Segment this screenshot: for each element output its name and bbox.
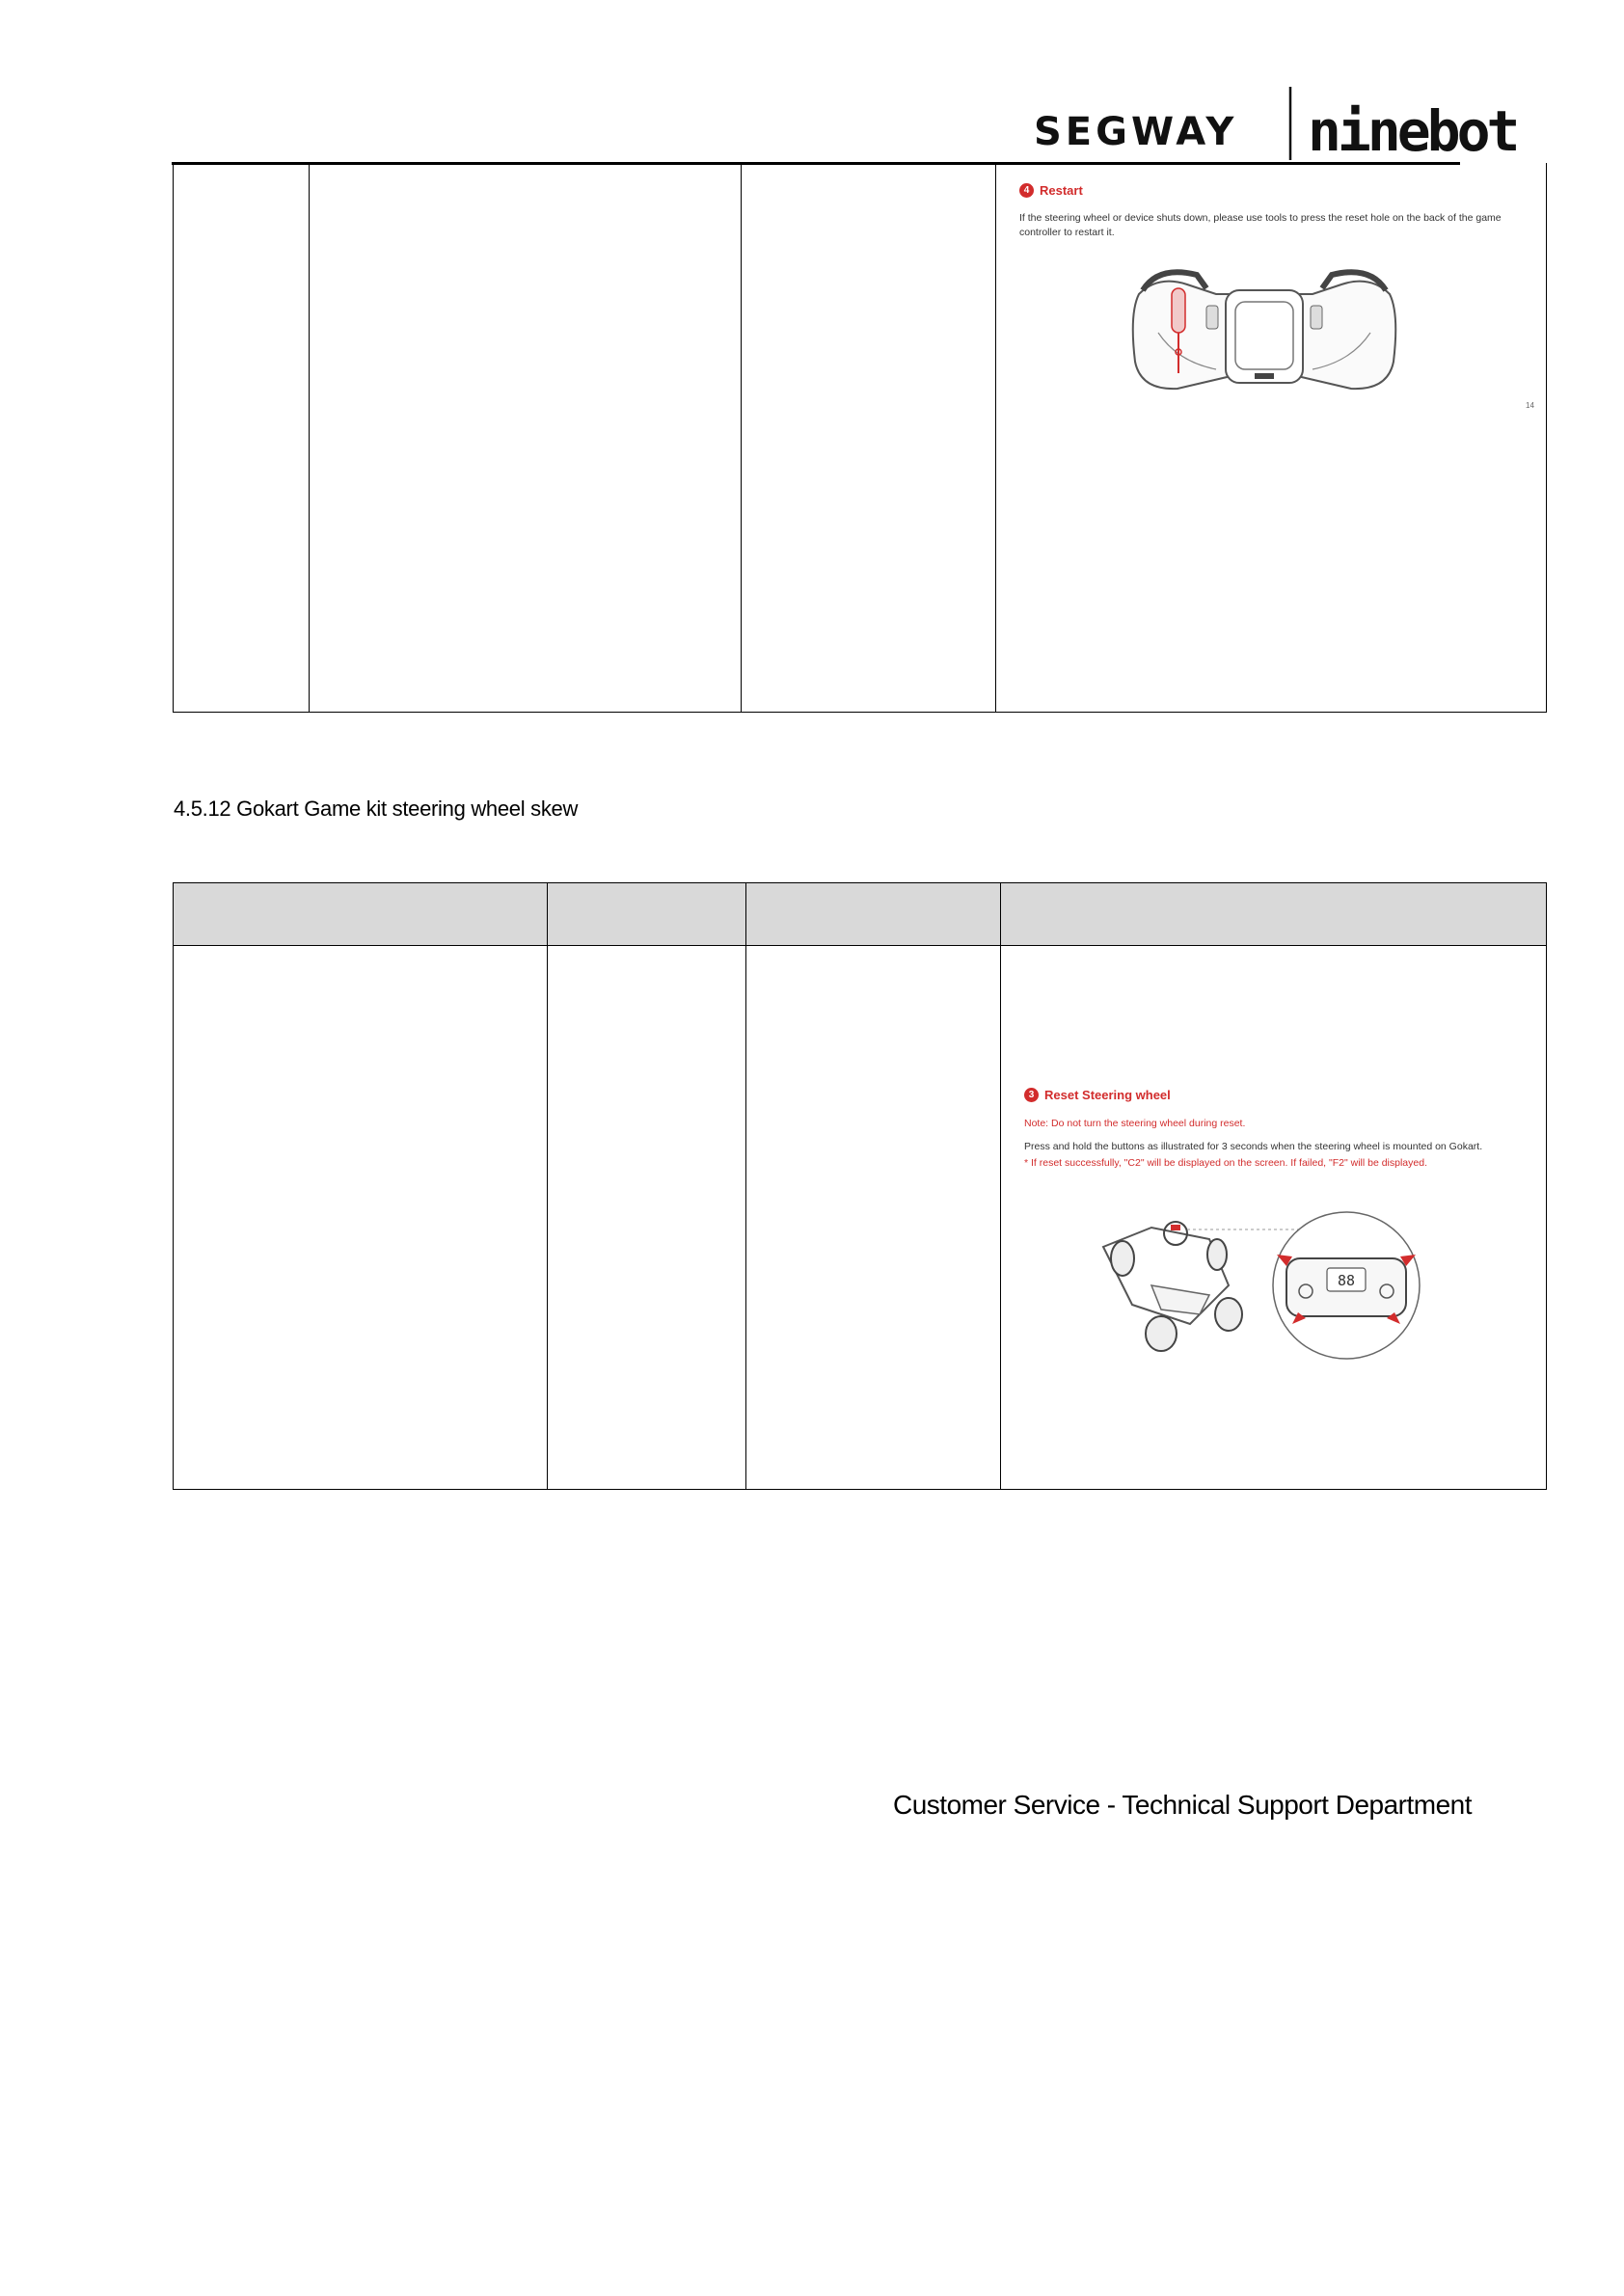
display-readout: 88	[1337, 1272, 1356, 1289]
table2-header-cell-4	[1001, 883, 1547, 946]
table2-cell-solution	[1001, 946, 1547, 1490]
table2-header-cell-2	[548, 883, 746, 946]
restart-instruction: If the steering wheel or device shuts down, please use tools to press the reset hole on the back of the game controller to restart it.	[1019, 212, 1502, 238]
table1-cell-solution	[996, 163, 1547, 713]
reset-result-note: * If reset successfully, "C2" will be displayed on the screen. If failed, "F2" will be displayed.	[1024, 1157, 1427, 1169]
restart-title	[1019, 183, 1083, 198]
restart-title-text: Restart	[1040, 183, 1083, 198]
reset-instruction: Press and hold the buttons as illustrated for 3 seconds when the steering wheel is mounted on Gokart.	[1024, 1141, 1483, 1152]
table2-cell-3	[746, 946, 1001, 1490]
table2-header-cell-3	[746, 883, 1001, 946]
table2-cell-1	[174, 946, 548, 1490]
game-controller-illustration	[1120, 256, 1409, 405]
segway-ninebot-logo	[1034, 81, 1517, 164]
table2-header-cell-1	[174, 883, 548, 946]
table1-cell-3	[742, 163, 996, 713]
step-number-badge: 3	[1024, 1088, 1039, 1102]
logo-segway-text: SEGWAY	[1034, 110, 1238, 154]
table2-cell-2	[548, 946, 746, 1490]
table1-cell-2	[310, 163, 742, 713]
reset-note: Note: Do not turn the steering wheel during reset.	[1024, 1118, 1246, 1129]
table-row	[174, 163, 1547, 713]
troubleshooting-table-continued	[173, 163, 1547, 713]
step-number-badge: 4	[1019, 183, 1034, 198]
table-header-row	[174, 883, 1547, 946]
steering-wheel-skew-table	[173, 882, 1547, 1490]
table1-cell-1	[174, 163, 310, 713]
section-heading: 4.5.12 Gokart Game kit steering wheel skew	[174, 797, 579, 821]
footer-department: Customer Service - Technical Support Department	[893, 1790, 1473, 1820]
table-row	[174, 946, 1547, 1490]
logo-ninebot-text: ninebot	[1308, 98, 1517, 164]
reset-steering-title	[1024, 1088, 1171, 1102]
reset-steering-title-text: Reset Steering wheel	[1044, 1088, 1171, 1102]
gokart-steering-illustration	[1094, 1199, 1421, 1358]
manual-page-number: 14	[1526, 401, 1534, 410]
